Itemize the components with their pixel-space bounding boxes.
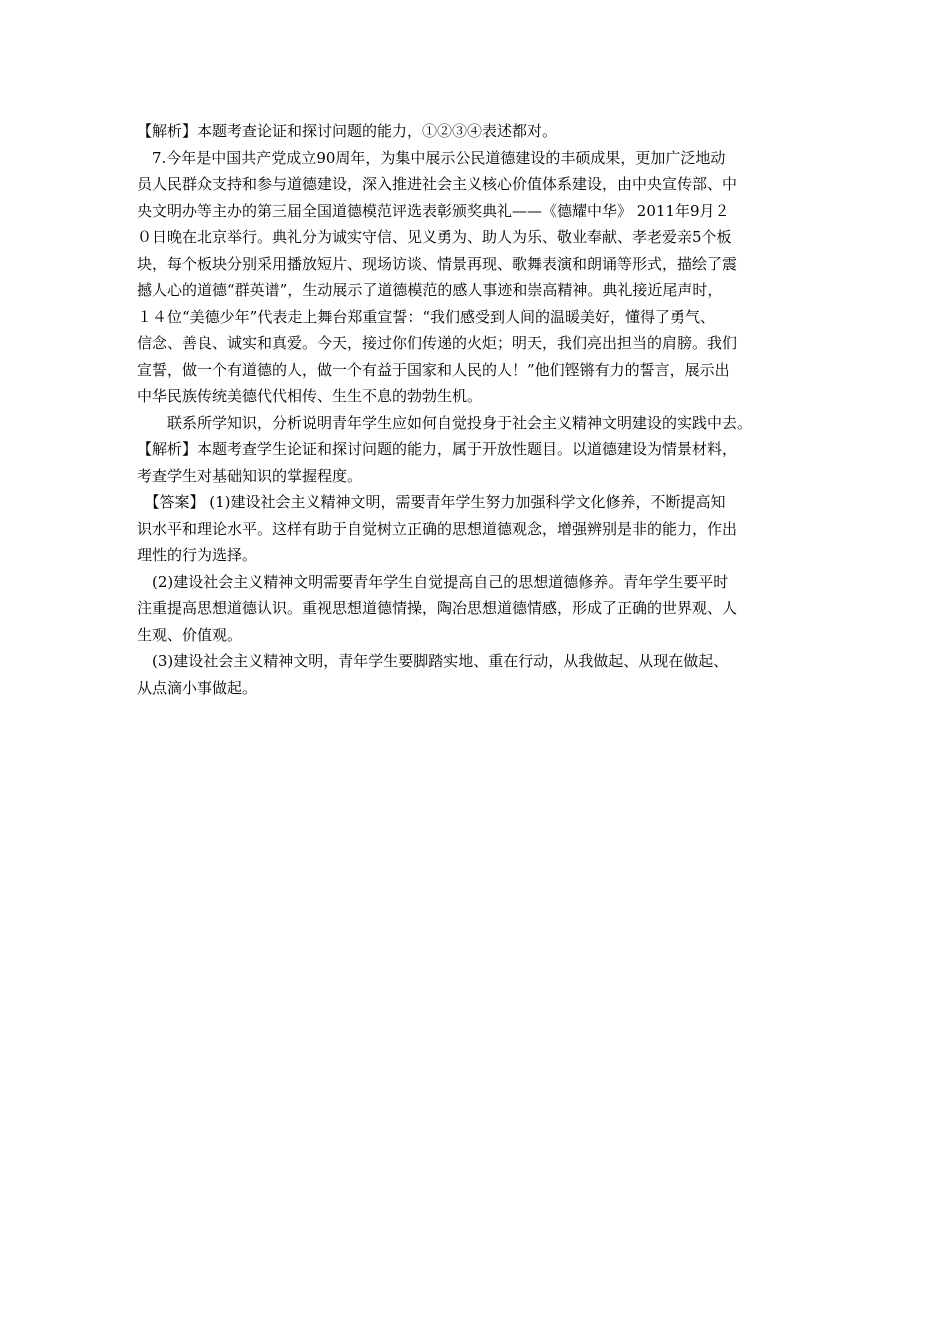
text-line: 信念、善良、诚实和真爱。今天，接过你们传递的火炬；明天，我们亮出担当的肩膀。我们 bbox=[137, 334, 738, 352]
text-line: 7.今年是中国共产党成立90周年，为集中展示公民道德建设的丰硕成果，更加广泛地动 bbox=[137, 148, 726, 167]
text-line: (3)建设社会主义精神文明，青年学生要脚踏实地、重在行动，从我做起、从现在做起、 bbox=[137, 652, 729, 670]
question-prompt-paragraph bbox=[137, 410, 827, 437]
answer-point-3 bbox=[137, 648, 827, 701]
analysis-paragraph-1 bbox=[137, 118, 827, 145]
text-line: 考查学生对基础知识的掌握程度。 bbox=[137, 466, 363, 485]
text-line: 注重提高思想道德认识。重视思想道德情操，陶冶思想道德情感，形成了正确的世界观、人 bbox=[137, 599, 738, 617]
text-line: 识水平和理论水平。这样有助于自觉树立正确的思想道德观念，增强辨别是非的能力，作出 bbox=[137, 519, 738, 538]
text-line: 央文明办等主办的第三届全国道德模范评选表彰颁奖典礼——《德耀中华》 2011年9月２ bbox=[137, 201, 730, 220]
answer-point-2 bbox=[137, 569, 827, 649]
text-line: 从点滴小事做起。 bbox=[137, 678, 258, 697]
question-7-paragraph bbox=[137, 145, 827, 410]
text-line: 【答案】 (1)建设社会主义精神文明，需要青年学生努力加强科学文化修养，不断提高知 bbox=[137, 493, 726, 511]
text-line: 生观、价值观。 bbox=[137, 625, 243, 644]
text-line: 联系所学知识，分析说明青年学生应如何自觉投身于社会主义精神文明建设的实践中去。 bbox=[137, 413, 753, 432]
text-line: 块，每个板块分别采用播放短片、现场访谈、情景再现、歌舞表演和朗诵等形式，描绘了震 bbox=[137, 254, 738, 273]
text-line: 【解析】本题考查论证和探讨问题的能力，①②③④表述都对。 bbox=[137, 122, 558, 140]
text-line: 宣誓，做一个有道德的人，做一个有益于国家和人民的人！”他们铿锵有力的誓言，展示出 bbox=[137, 360, 730, 379]
text-line: 【解析】本题考查学生论证和探讨问题的能力，属于开放性题目。以道德建设为情景材料， bbox=[137, 440, 738, 458]
text-line: 理性的行为选择。 bbox=[137, 546, 258, 564]
text-line: ０日晚在北京举行。典礼分为诚实守信、见义勇为、助人为乐、敬业奉献、孝老爱亲5个板 bbox=[137, 228, 732, 246]
text-line: １４位“美德少年”代表走上舞台郑重宣誓：“我们感受到人间的温暖美好，懂得了勇气、 bbox=[137, 307, 716, 326]
text-line: 中华民族传统美德代代相传、生生不息的勃勃生机。 bbox=[137, 387, 483, 405]
analysis-paragraph-2 bbox=[137, 436, 827, 489]
answer-point-1 bbox=[137, 489, 827, 569]
document-body bbox=[137, 118, 827, 701]
text-line: (2)建设社会主义精神文明需要青年学生自觉提高自己的思想道德修养。青年学生要平时 bbox=[137, 572, 729, 591]
text-line: 员人民群众支持和参与道德建设，深入推进社会主义核心价值体系建设，由中央宣传部、中 bbox=[137, 175, 738, 193]
text-line: 撼人心的道德“群英谱”，生动展示了道德模范的感人事迹和崇高精神。典礼接近尾声时， bbox=[137, 281, 723, 299]
